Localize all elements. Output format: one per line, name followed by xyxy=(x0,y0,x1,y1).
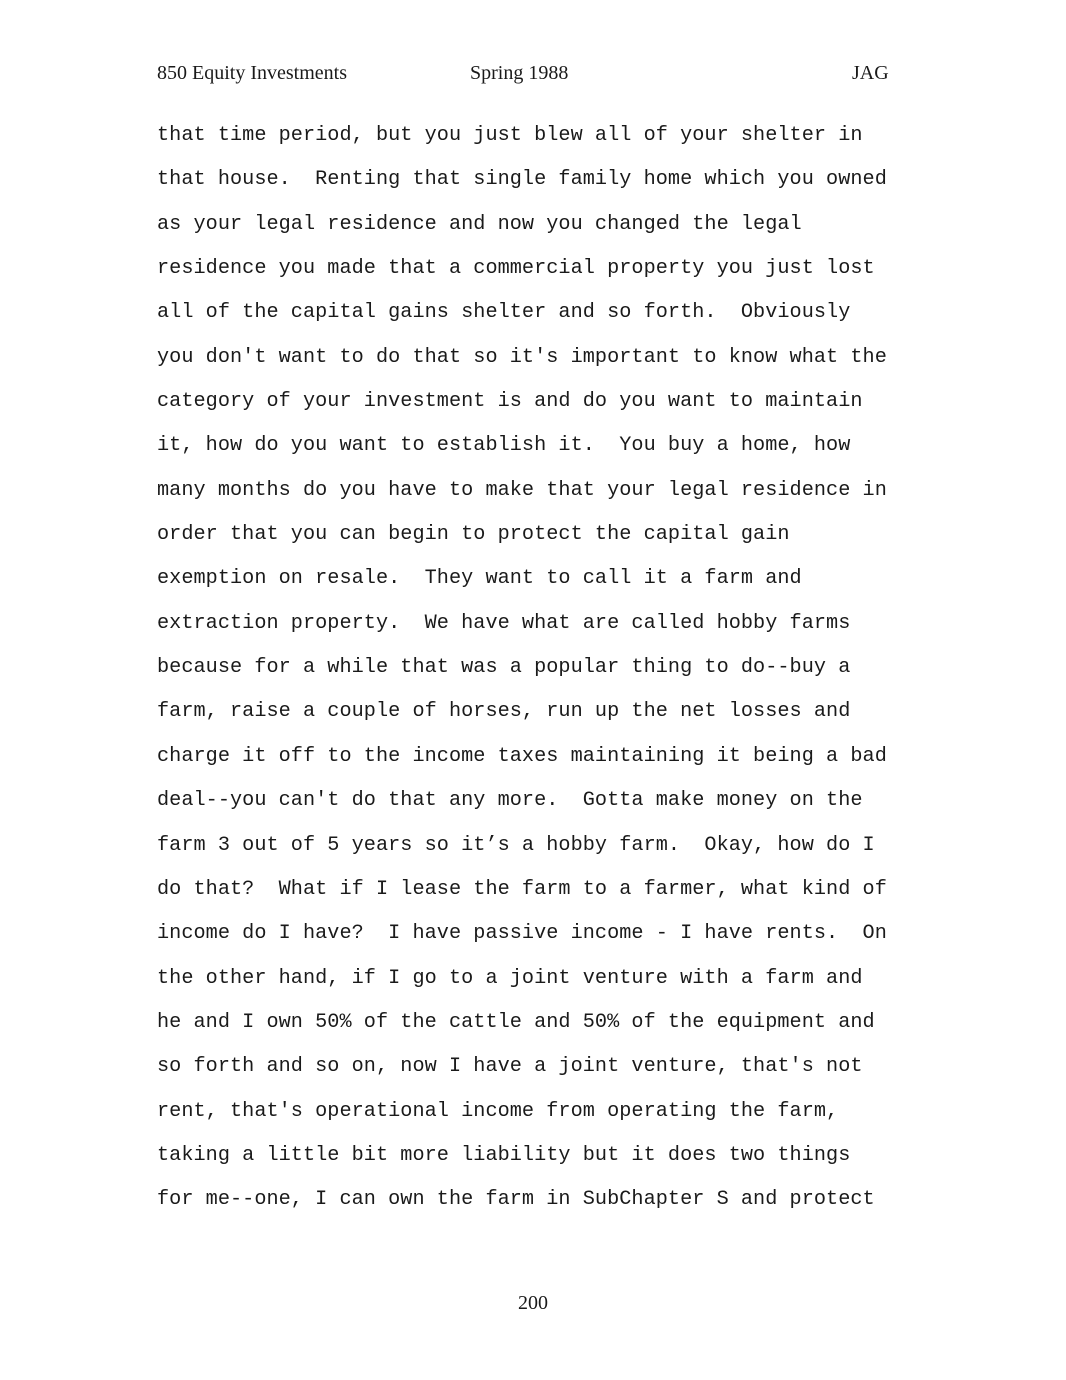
text-line: taking a little bit more liability but it does two things xyxy=(157,1143,851,1167)
text-line: farm, raise a couple of horses, run up the net losses and xyxy=(157,700,851,724)
transcript-body xyxy=(157,122,947,1231)
text-line: rent, that's operational income from operating the farm, xyxy=(157,1099,839,1123)
text-line: farm 3 out of 5 years so it’s a hobby farm. Okay, how do I xyxy=(157,833,875,857)
header-initials: JAG xyxy=(852,62,889,84)
text-line: that house. Renting that single family home which you owned xyxy=(157,168,887,192)
text-line: the other hand, if I go to a joint venture with a farm and xyxy=(157,966,863,990)
text-line: you don't want to do that so it's important to know what the xyxy=(157,345,887,369)
page-number: 200 xyxy=(518,1292,548,1314)
text-line: category of your investment is and do you want to maintain xyxy=(157,390,863,414)
text-line: deal--you can't do that any more. Gotta make money on the xyxy=(157,789,863,813)
text-line: so forth and so on, now I have a joint venture, that's not xyxy=(157,1055,863,1079)
text-line: residence you made that a commercial property you just lost xyxy=(157,257,875,281)
text-line: that time period, but you just blew all of your shelter in xyxy=(157,124,863,147)
text-line: all of the capital gains shelter and so forth. Obviously xyxy=(157,301,851,325)
page-header xyxy=(0,62,1066,90)
text-line: many months do you have to make that your legal residence in xyxy=(157,478,887,502)
text-line: order that you can begin to protect the capital gain xyxy=(157,523,790,547)
header-course: 850 Equity Investments xyxy=(157,62,347,84)
text-line: do that? What if I lease the farm to a farmer, what kind of xyxy=(157,877,887,901)
text-line: exemption on resale. They want to call it a farm and xyxy=(157,567,802,591)
header-term: Spring 1988 xyxy=(470,62,569,84)
text-line: extraction property. We have what are called hobby farms xyxy=(157,611,851,635)
text-line: charge it off to the income taxes maintaining it being a bad xyxy=(157,744,887,768)
text-line: for me--one, I can own the farm in SubChapter S and protect xyxy=(157,1188,875,1212)
text-line: he and I own 50% of the cattle and 50% of the equipment and xyxy=(157,1010,875,1034)
text-line: because for a while that was a popular thing to do--buy a xyxy=(157,656,851,680)
text-line: as your legal residence and now you changed the legal xyxy=(157,212,802,236)
text-line: it, how do you want to establish it. You buy a home, how xyxy=(157,434,851,458)
text-line: income do I have? I have passive income - I have rents. On xyxy=(157,922,887,946)
